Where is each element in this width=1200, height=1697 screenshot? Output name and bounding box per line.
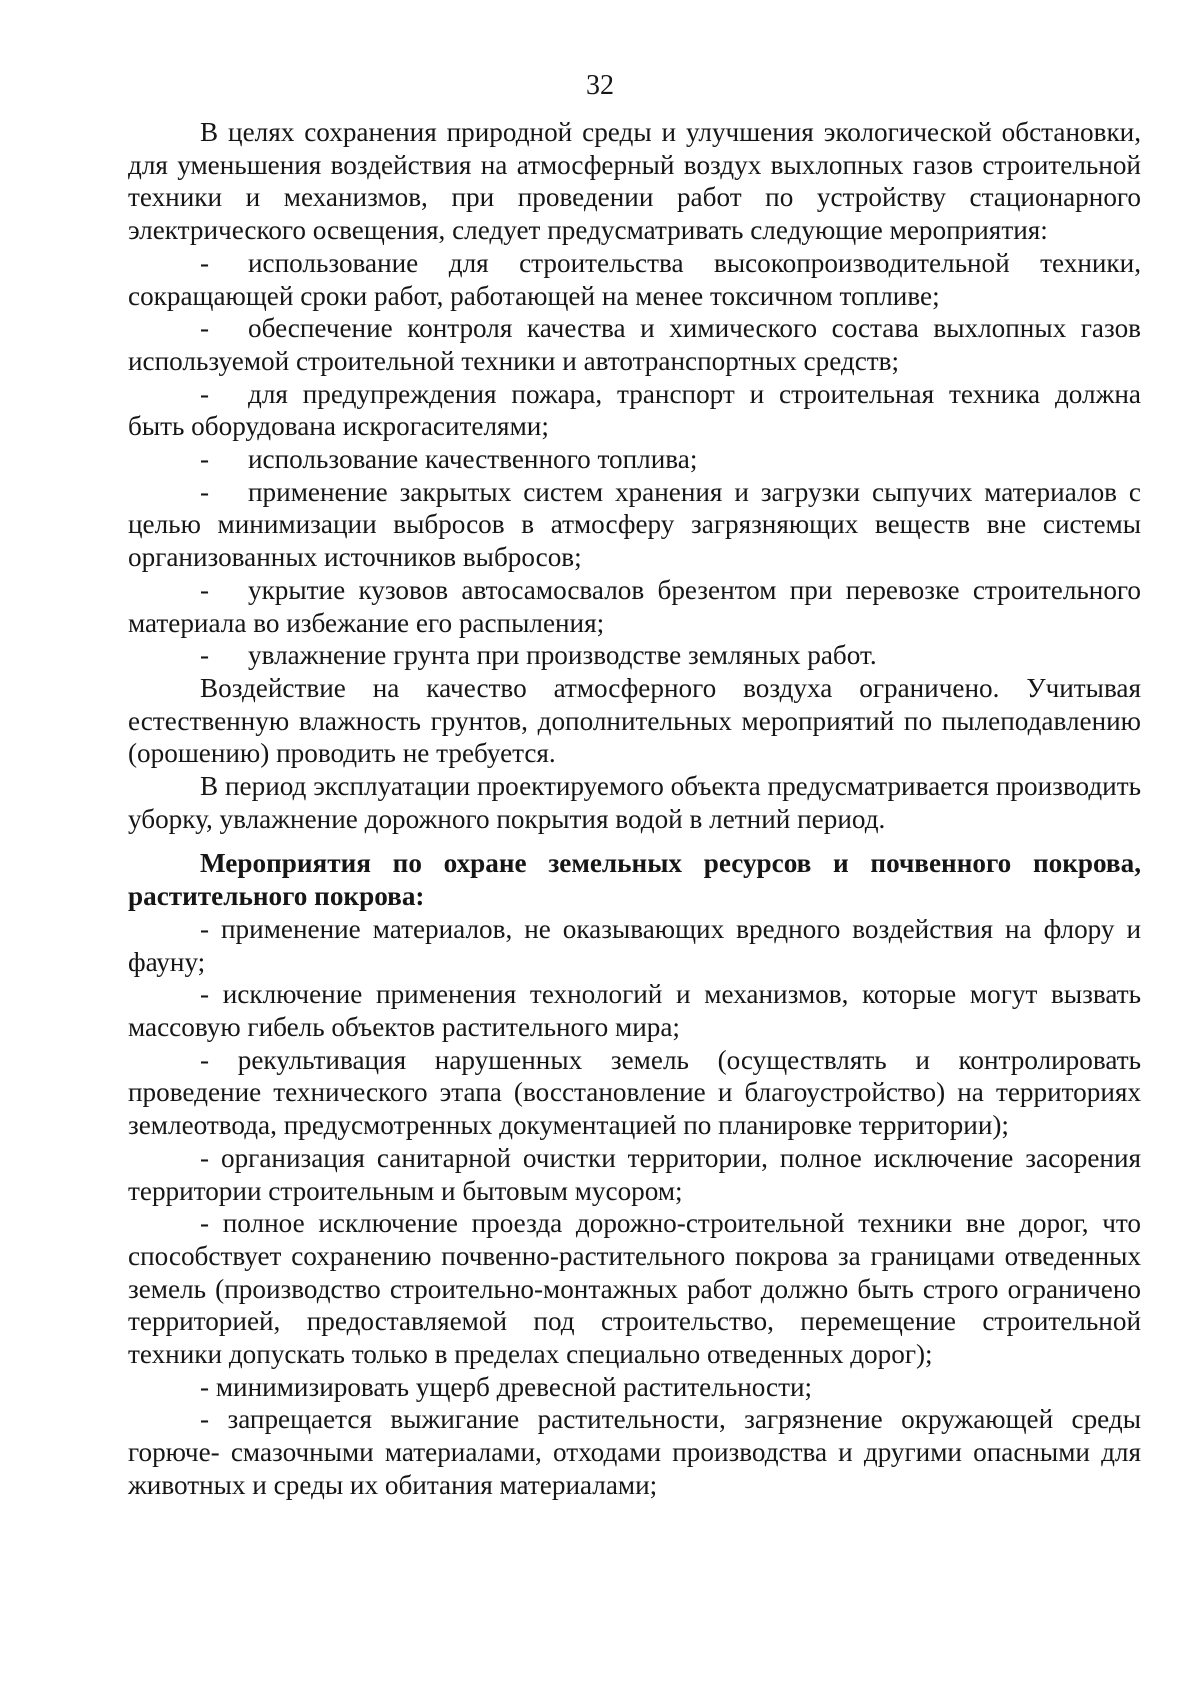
intro-paragraph: В целях сохранения природной среды и улучшения экологической обстановки, для уменьшения воздействия на атмосферный воздух выхлопных газов строительной техники и механизмов, при проведении работ по устройству стационарного электрического освещения, следует предусматривать следующие мероприятия:	[128, 117, 1141, 246]
list-item: - запрещается выжигание растительности, загрязнение окружающей среды горюче- смазочными материалами, отходами производства и другими опасными для животных и среды их обитания материалами;	[128, 1404, 1141, 1500]
list-item: - исключение применения технологий и механизмов, которые могут вызвать массовую гибель объектов растительного мира;	[128, 979, 1141, 1042]
list-item: - укрытие кузовов автосамосвалов брезентом при перевозке строительного материала во избежание его распыления;	[128, 574, 1141, 638]
list-item: - обеспечение контроля качества и химического состава выхлопных газов используемой строительной техники и автотранспортных средств;	[128, 313, 1141, 376]
list-item: - для предупреждения пожара, транспорт и строительная техника должна быть оборудована искрогасителями;	[128, 378, 1141, 442]
list-item: - полное исключение проезда дорожно-строительной техники вне дорог, что способствует сохранению почвенно-растительного покрова за границами отведенных земель (производство строительно-монтажных работ должно быть строго ограничено территорией, предоставляемой под строительство, перемещение строительной техники допускать только в пределах специально отведенных дорог);	[128, 1208, 1141, 1370]
air-measures-list	[128, 247, 1141, 672]
air-impact-paragraph: Воздействие на качество атмосферного воздуха ограничено. Учитывая естественную влажность грунтов, дополнительных мероприятий по пылеподавлению (орошению) проводить не требуется.	[128, 672, 1141, 769]
land-measures-list	[128, 913, 1141, 1502]
page-number: 32	[586, 70, 614, 101]
list-item: - организация санитарной очистки территории, полное исключение засорения территории строительным и бытовым мусором;	[128, 1142, 1141, 1206]
section-heading: Мероприятия по охране земельных ресурсов и почвенного покрова, растительного покрова:	[128, 848, 1141, 912]
document-body	[128, 116, 1141, 1502]
list-item: - использование качественного топлива;	[200, 444, 698, 475]
list-item: - применение закрытых систем хранения и загрузки сыпучих материалов с целью минимизации выбросов в атмосферу загрязняющих веществ вне системы организованных источников выбросов;	[128, 476, 1141, 573]
operation-period-paragraph: В период эксплуатации проектируемого объекта предусматривается производить уборку, увлажнение дорожного покрытия водой в летний период.	[128, 771, 1141, 834]
list-item: - рекультивация нарушенных земель (осуществлять и контролировать проведение технического этапа (восстановление и благоустройство) на территориях землеотвода, предусмотренных документацией по планировке территории);	[128, 1044, 1141, 1141]
list-item: - использование для строительства высокопроизводительной техники, сокращающей сроки работ, работающей на менее токсичном топливе;	[128, 247, 1141, 311]
list-item: - увлажнение грунта при производстве земляных работ.	[200, 640, 877, 671]
list-item: - минимизировать ущерб древесной растительности;	[200, 1371, 813, 1402]
list-item: - применение материалов, не оказывающих вредного воздействия на флору и фауну;	[128, 913, 1141, 977]
